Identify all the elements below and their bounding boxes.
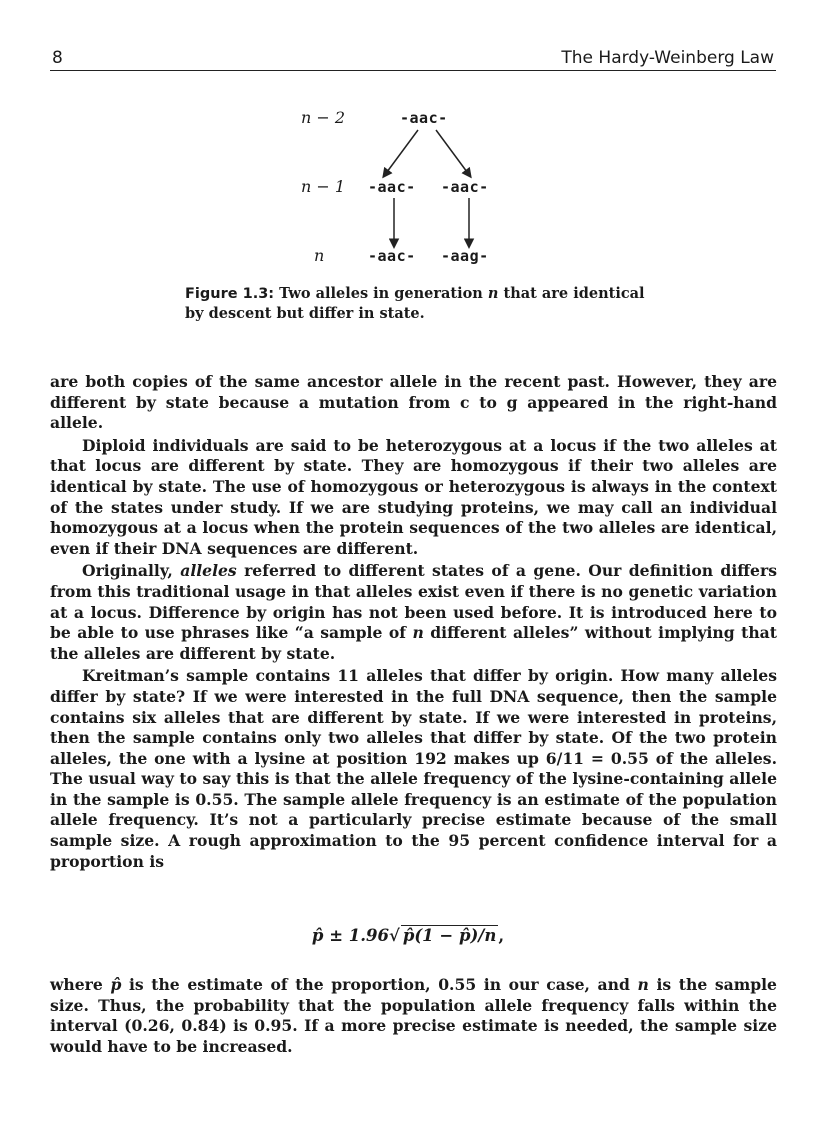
generation-label-n-minus-1: n − 1	[301, 177, 346, 196]
sequence-ancestor: -aac-	[400, 109, 448, 127]
arrow-top-to-left	[384, 130, 418, 176]
generation-label-n: n	[314, 246, 325, 265]
sequence-right-child: -aag-	[441, 247, 489, 265]
paragraph-5: where p̂ is the estimate of the proportion, 0.55 in our case, and n is the sample size. Thus, the probability that the population allele frequency falls within the interval (0.26, 0.84) is 0.95. If a more precise estimate is needed, the sample size would have to be increased.	[50, 975, 777, 1056]
sequence-right-parent: -aac-	[441, 178, 489, 196]
caption-label: Figure 1.3:	[185, 286, 275, 302]
paragraph-1: are both copies of the same ancestor allele in the recent past. However, they are different by state because a mutation from c to g appeared in the right-hand allele.	[50, 372, 777, 433]
figure-caption: Figure 1.3: Two alleles in generation n that are identical by descent but differ in state.	[185, 285, 645, 322]
paragraph-3: Originally, alleles referred to different states of a gene. Our definition differs from this traditional usage in that alleles exist even if there is no genetic variation at a locus. Difference by origin has not been used before. It is introduced here to be able to use phrases like “a sample of n different alleles” without implying that the alleles are different by state.	[50, 561, 777, 663]
paragraph-2: Diploid individuals are said to be heterozygous at a locus if the two alleles at that locus are different by state. They are homozygous if their two alleles are identical by state. The use of homozygous or heterozygous is always in the context of the states under study. If we are studying proteins, we may call an individual homozygous at a locus when the protein sequences of the two alleles are identical, even if their DNA sequences are different.	[50, 435, 777, 558]
body-text-upper	[50, 372, 777, 872]
figure-1-3-diagram	[270, 100, 570, 280]
body-text-lower	[50, 975, 777, 1057]
generation-label-n-minus-2: n − 2	[301, 108, 346, 127]
page-number: 8	[52, 48, 63, 68]
confidence-interval-formula: p̂ ± 1.96√ p̂(1 − p̂)/n ,	[311, 926, 505, 945]
running-header	[50, 46, 776, 71]
arrow-top-to-right	[436, 130, 470, 176]
paragraph-4: Kreitman’s sample contains 11 alleles that differ by origin. How many alleles differ by state? If we were interested in the full DNA sequence, then the sample contains six alleles that are different by state. If we were interested in proteins, then the sample contains only two alleles that differ by state. Of the two protein alleles, the one with a lysine at position 192 makes up 6/11 = 0.55 of the alleles. The usual way to say this is that the allele frequency of the lysine-containing allele in the sample is 0.55. The sample allele frequency is an estimate of the population allele frequency. It’s not a particularly precise estimate because of the small sample size. A rough approximation to the 95 percent confidence interval for a proportion is	[50, 666, 777, 871]
sequence-left-child: -aac-	[368, 247, 416, 265]
sequence-left-parent: -aac-	[368, 178, 416, 196]
running-title: The Hardy-Weinberg Law	[561, 48, 774, 68]
